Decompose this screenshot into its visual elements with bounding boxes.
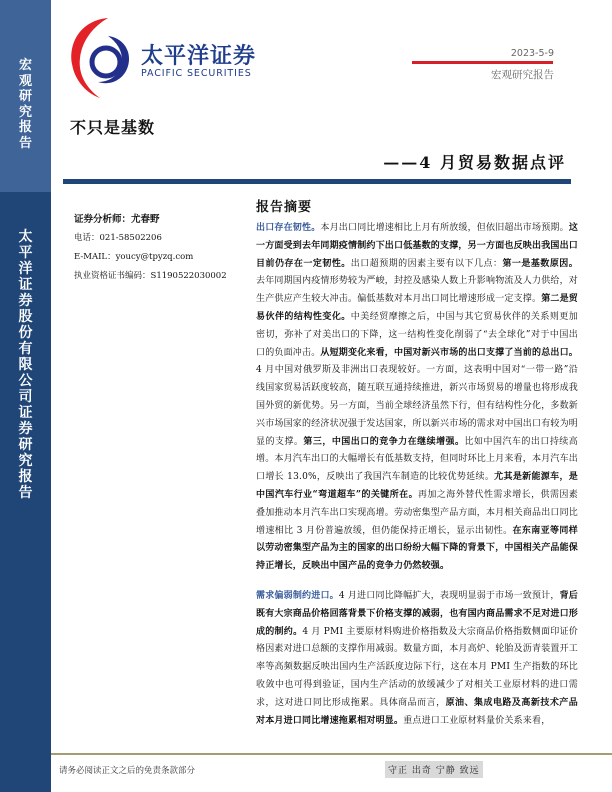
sidebar-char: 报 (18, 469, 33, 485)
sidebar-char: 平 (18, 245, 33, 261)
import-paragraph (256, 588, 578, 730)
sidebar-char: 份 (18, 325, 33, 341)
bold-run: 原油、集成电路及高新技术产品对本月进口同比增速拖累相对明显。 (256, 697, 578, 726)
analyst-name: 证券分析师：尤春野 (74, 214, 160, 225)
company-motto: 守正 出奇 宁静 致远 (385, 761, 483, 778)
summary-heading: 报告摘要 (256, 200, 313, 215)
sidebar-char: 究 (18, 453, 33, 469)
sidebar-char: 股 (18, 309, 33, 325)
import-lead: 需求偏弱制约进口。 (256, 590, 339, 601)
sidebar-char: 公 (18, 373, 33, 389)
title-blue-divider (63, 179, 571, 184)
sidebar-char: 宏 (18, 58, 32, 73)
page-subtitle: ——4 月贸易数据点评 (383, 153, 566, 172)
sidebar-company-label (0, 229, 51, 501)
header-red-divider (412, 61, 553, 64)
text-run: 比如中国汽车的出口持续高增。本月汽车出口的大幅增长有低基数支持，但同时环比上月来看，本月汽车出口增长 13.0%，反映出了我国汽车制造的比较优势延续。 (256, 436, 579, 483)
text-run: 出口超预期的因素主要有以下几点： (350, 258, 503, 269)
sidebar-char: 证 (18, 405, 33, 421)
pacific-securities-logo-icon (64, 12, 139, 100)
disclaimer-note: 请务必阅读正文之后的免责条款部分 (59, 766, 196, 776)
text-run: 重点进口工业原材料量价关系来看， (403, 715, 551, 726)
bold-run: 背后既有大宗商品价格回落背景下价格支撑的减弱，也有国内商品需求不足对进口形成的制约。 (256, 590, 579, 637)
sidebar-char: 告 (18, 485, 33, 501)
report-category: 宏观研究报告 (491, 69, 554, 81)
sidebar-char: 有 (18, 341, 33, 357)
sidebar-char: 报 (18, 120, 32, 135)
export-paragraph (256, 220, 578, 576)
sidebar-char: 券 (18, 293, 33, 309)
bold-run: 在东南亚等同样以劳动密集型产品为主的国家的出口纷纷大幅下降的背景下，中国相关产品能保持正增长，反映出中国产品的竞争力仍然较强。 (256, 525, 579, 572)
bold-run: 第三，中国出口的竞争力在继续增强。 (303, 436, 465, 447)
sidebar-char: 观 (18, 73, 32, 89)
sidebar-char: 太 (18, 229, 33, 245)
sidebar-char: 证 (18, 277, 33, 293)
sidebar-report-type-label (0, 58, 51, 151)
summary-body (256, 220, 578, 742)
text-run: 4 月进口同比降幅扩大，表现明显弱于市场一致预计， (338, 590, 560, 601)
export-lead: 出口存在韧性。 (256, 223, 321, 233)
text-run: 4 月 PMI 主要原材料购进价格指数及大宗商品价格指数侧面印证价格因素对进口总额的支撑作用减弱。数量方面，本月高炉、轮胎及沥青装置开工率等高频数据反映出国内生产活跃度边际下行，这在本月 PMI 生产指数的环比收敛中也可得到验证，国内生产活动的放缓减少了对相关工业原材料的进口需求，这对进口同比形成拖累。具体商品而言， (256, 626, 579, 708)
text-run: 去年同期国内疫情形势较为严峻，封控及感染人数上升影响物流及人力供给，对生产供应产生较大冲击。偏低基数对本月出口同比增速形成一定支撑。 (256, 276, 579, 305)
sidebar-char: 券 (18, 421, 33, 437)
sidebar-char: 告 (18, 135, 32, 151)
sidebar-char: 限 (18, 357, 33, 373)
logo-chinese-name: 太平洋证券 (141, 44, 257, 69)
bold-run: 尤其是新能源车，是中国汽车行业“弯道超车”的关键所在。 (256, 472, 578, 500)
bold-run: 第二是贸易伙伴的结构性变化。 (256, 294, 579, 322)
analyst-phone: 电话：021-58502206 (74, 233, 162, 243)
sidebar-char: 洋 (18, 261, 33, 277)
report-date: 2023-5-9 (510, 48, 554, 59)
sidebar-char: 研 (18, 89, 32, 104)
text-run: 中美经贸摩擦之后，中国与其它贸易伙伴的关系则更加密切，弥补了对美出口的下降，这一结构性变化削弱了“去全球化”对于中国出口的负面冲击。 (256, 311, 578, 358)
sidebar-char: 究 (18, 104, 32, 120)
bold-run: 这一方面受到去年同期疫情制约下出口低基数的支撑，另一方面也反映出我国出口目前仍存在一定韧性。 (256, 223, 579, 269)
analyst-info (74, 210, 227, 286)
footer-divider (51, 753, 612, 755)
text-run: 4 月中国对俄罗斯及非洲出口表现较好。一方面，这表明中国对“一带一路”沿线国家贸易活跃度较高，随互联互通持续推进，新兴市场贸易的增量也将形成我国外贸的新优势。另一方面，当前全球经济虽然下行，但有结构性分化，多数新兴市场国家的经济状况强于发达国家，所以新兴市场的需求对中国出口有较为明显的支撑。 (256, 365, 579, 447)
text-run: 再加之海外替代性需求增长，供需因素叠加推动本月汽车出口实现高增。劳动密集型产品方面，本月相关商品出口同比增速相比 3 月份普遍放缓，但仍能保持正增长，显示出韧性。 (256, 489, 579, 536)
logo-english-name: PACIFIC SECURITIES (141, 68, 252, 79)
analyst-email[interactable]: E-MAIL：youcy@tpyzq.com (74, 252, 194, 262)
page-title: 不只是基数 (70, 118, 156, 137)
sidebar-char: 研 (18, 437, 33, 453)
text-run: 本月出口同比增速相比上月有所放缓，但依旧超出市场预期。 (320, 223, 569, 233)
bold-run: 从短期变化来看，中国对新兴市场的出口支撑了当前的总出口。 (320, 347, 579, 358)
company-logo (64, 12, 264, 100)
sidebar-char: 司 (18, 389, 33, 405)
bold-run: 第一是基数原因。 (502, 258, 578, 269)
analyst-license: 执业资格证书编码：S1190522030002 (74, 271, 227, 281)
